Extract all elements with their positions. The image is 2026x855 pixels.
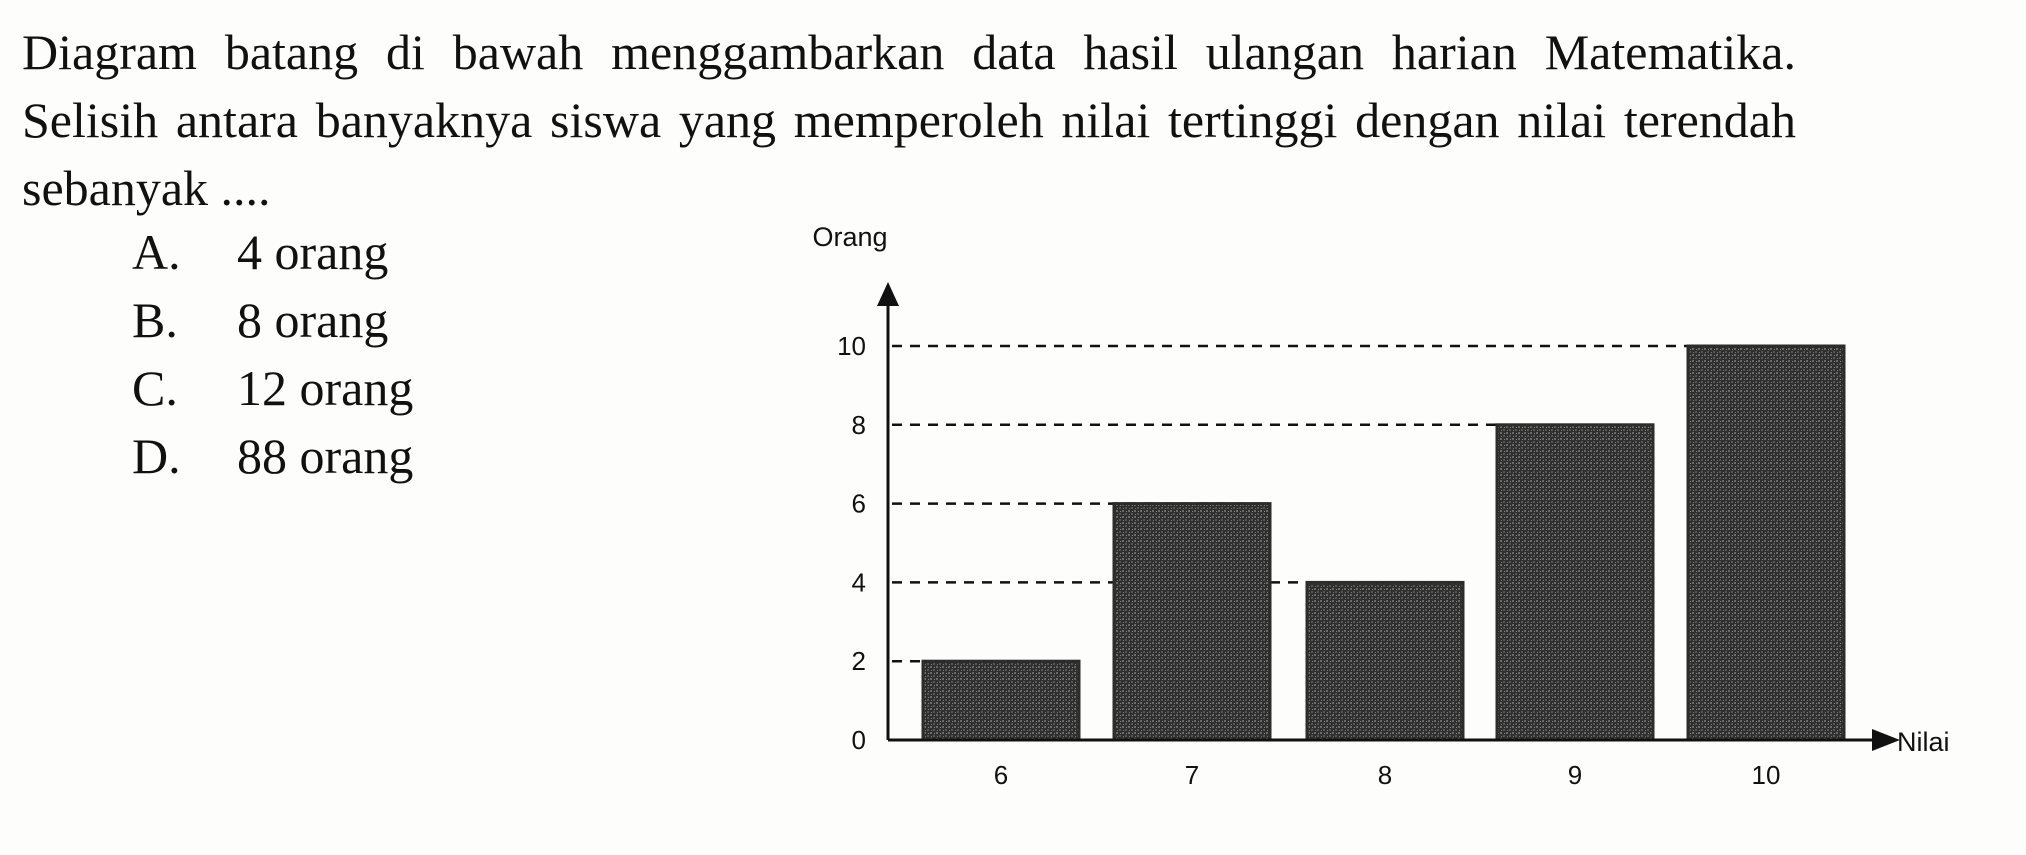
x-tick-label: 8 [1377, 760, 1393, 790]
y-tick-label: 0 [851, 725, 866, 755]
x-tick-label: 10 [1751, 760, 1781, 790]
x-axis-label: Nilai [1897, 727, 1950, 757]
option-text: 12 orang [237, 360, 414, 416]
x-tick-label: 9 [1567, 760, 1583, 790]
y-tick-label: 2 [851, 646, 866, 677]
option-text: 4 orang [237, 224, 389, 280]
y-tick-label: 4 [851, 567, 866, 598]
bar-8 [1307, 582, 1463, 740]
option-letter: A. [132, 224, 181, 280]
bar-7 [1114, 504, 1270, 740]
bar-6 [923, 661, 1079, 740]
y-axis-arrow [877, 282, 899, 306]
bar-9 [1497, 425, 1653, 740]
bars [923, 346, 1844, 740]
bar-10 [1688, 346, 1844, 740]
option-letter: D. [132, 428, 181, 484]
y-axis-label: Orang [812, 222, 888, 252]
y-tick-label: 6 [851, 488, 866, 519]
option-letter: C. [132, 360, 178, 416]
y-tick-label: 8 [851, 409, 866, 440]
option-text: 88 orang [237, 428, 414, 484]
y-tick-label: 10 [837, 331, 866, 361]
x-axis-arrow [1872, 729, 1900, 751]
option-letter: B. [132, 292, 178, 348]
option-text: 8 orang [237, 292, 389, 348]
x-tick-label: 6 [993, 760, 1009, 790]
question-text: Diagram batang di bawah menggambarkan data hasil ulangan harian Matematika. Selisih antara banyaknya siswa yang memperoleh nilai tertinggi dengan nilai terendah sebanyak .... [22, 24, 1796, 216]
x-tick-label: 7 [1184, 760, 1200, 790]
